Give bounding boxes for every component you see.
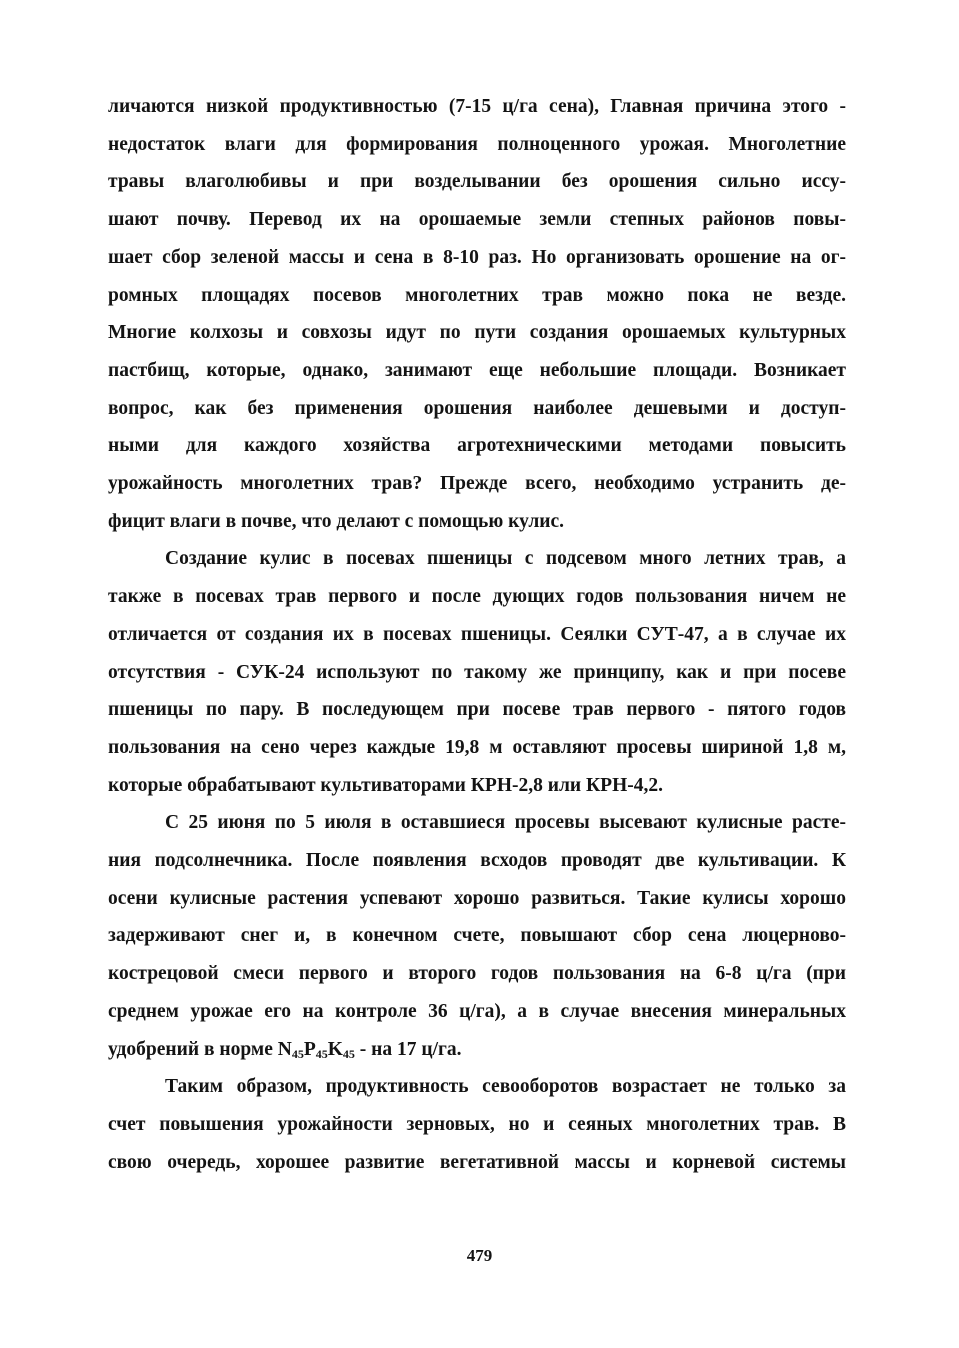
nitrogen-subscript: 45	[291, 1046, 304, 1061]
text-line: урожайность многолетних трав? Прежде всего, необходимо устранить де-	[108, 473, 846, 495]
text-line: Многие колхозы и совхозы идут по пути создания орошаемых культурных	[108, 322, 846, 344]
phosphorus-letter: P	[303, 1038, 316, 1060]
text-line: счет повышения урожайности зерновых, но и сеяных многолетних трав. В	[108, 1113, 846, 1135]
text-line: пользования на сено через каждые 19,8 м оставляют просевы шириной 1,8 м,	[108, 736, 846, 758]
page-number: 479	[466, 1246, 493, 1265]
text-line: осени кулисные растения успевают хорошо развиться. Такие кулисы хорошо	[108, 887, 846, 909]
paragraph-4	[108, 1068, 846, 1181]
fertilizer-text-end: - на 17 ц/га.	[354, 1038, 462, 1060]
potassium-letter: K	[327, 1038, 343, 1060]
text-line: недостаток влаги для формирования полноценного урожая. Многолетние	[108, 133, 846, 155]
fertilizer-line	[108, 1031, 846, 1069]
text-line: вопрос, как без применения орошения наиболее дешевыми и доступ-	[108, 397, 846, 419]
text-line: ными для каждого хозяйства агротехническими методами повысить	[108, 435, 846, 457]
paragraph-2	[108, 540, 846, 804]
text-line: отличается от создания их в посевах пшеницы. Сеялки СУТ-47, а в случае их	[108, 623, 846, 645]
paragraph-3	[108, 804, 846, 1068]
text-line: Создание кулис в посевах пшеницы с подсевом много летних трав, а	[165, 548, 846, 570]
text-line: шает сбор зеленой массы и сена в 8-10 раз. Но организовать орошение на ог-	[108, 246, 846, 268]
text-line: С 25 июня по 5 июля в оставшиеся просевы высевают кулисные расте-	[165, 812, 846, 834]
text-line: пастбищ, которые, однако, занимают еще небольшие площади. Возникает	[108, 359, 846, 381]
potassium-subscript: 45	[342, 1046, 355, 1061]
text-line: пшеницы по пару. В последующем при посеве трав первого - пятого годов	[108, 699, 846, 721]
text-line: травы влаголюбивы и при возделывании без орошения сильно иссу-	[108, 171, 846, 193]
text-line: свою очередь, хорошее развитие вегетативной массы и корневой системы	[108, 1151, 846, 1173]
text-line: ния подсолнечника. После появления всходов проводят две культивации. К	[108, 850, 846, 872]
text-line: которые обрабатывают культиваторами КРН-2,8 или КРН-4,2.	[108, 774, 664, 796]
text-line: личаются низкой продуктивностью (7-15 ц/га сена), Главная причина этого -	[108, 96, 846, 117]
text-line: также в посевах трав первого и после дующих годов пользования ничем не	[108, 586, 846, 608]
text-line: шают почву. Перевод их на орошаемые земли степных районов повы-	[108, 209, 846, 231]
body-text	[108, 88, 846, 1181]
phosphorus-subscript: 45	[315, 1046, 328, 1061]
text-line: задерживают снег и, в конечном счете, повышают сбор сена люцерново-	[108, 925, 846, 947]
text-line: Таким образом, продуктивность севооборотов возрастает не только за	[165, 1076, 846, 1098]
text-line: отсутствия - СУК-24 используют по такому же принципу, как и при посеве	[108, 661, 846, 683]
text-line: ромных площадях посевов многолетних трав можно пока не везде.	[108, 284, 846, 306]
text-line: фицит влаги в почве, что делают с помощью кулис.	[108, 510, 565, 532]
text-line: кострецовой смеси первого и второго годов пользования на 6-8 ц/га (при	[108, 963, 846, 985]
fertilizer-text: удобрений в норме N	[108, 1038, 292, 1060]
text-line: среднем урожае его на контроле 36 ц/га), а в случае внесения минеральных	[108, 1000, 846, 1022]
paragraph-1	[108, 88, 846, 540]
